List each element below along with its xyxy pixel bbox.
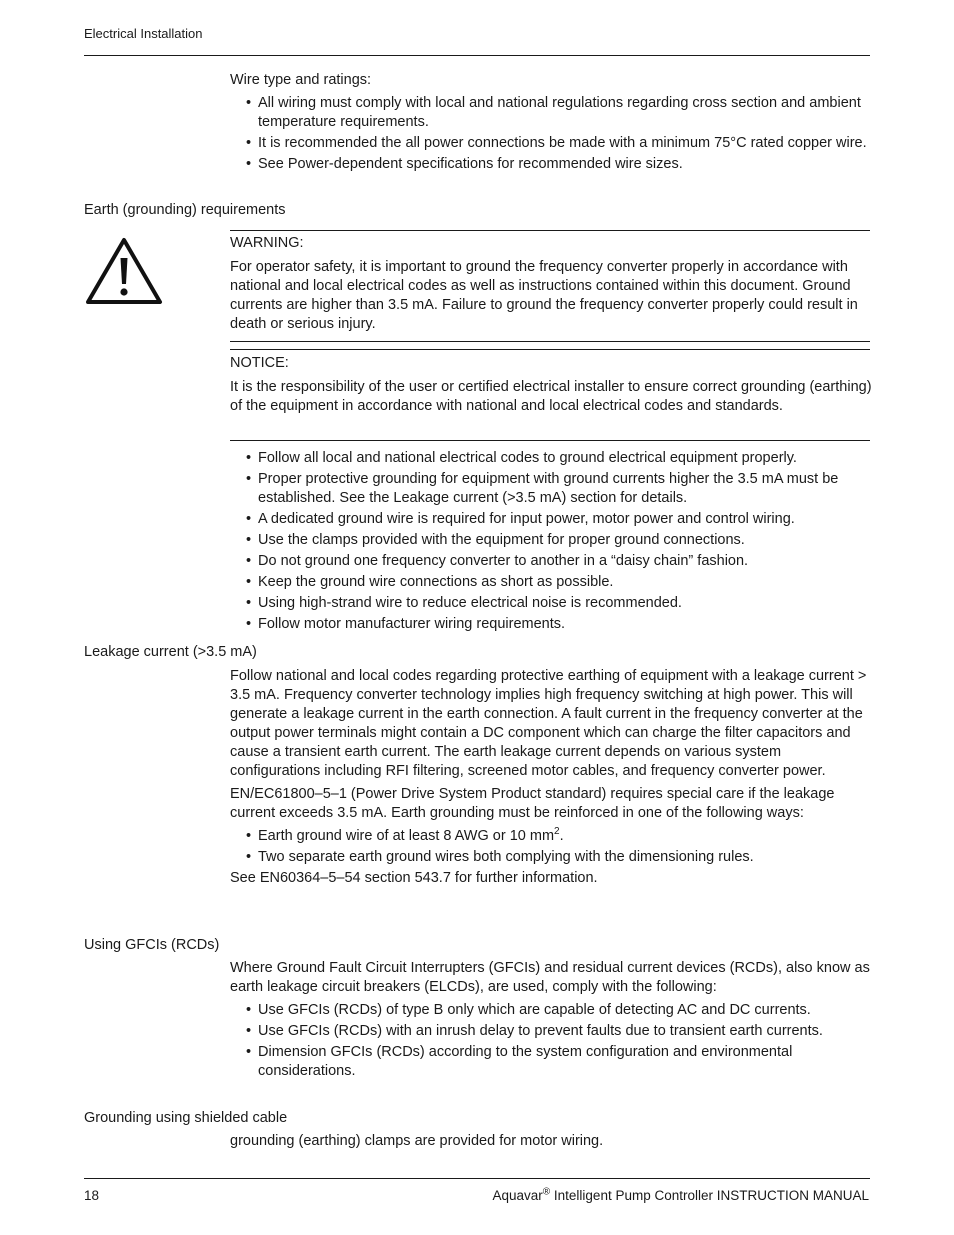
leakage-para-3: See EN60364–5–54 section 543.7 for further information. bbox=[230, 870, 598, 886]
list-item: • Dimension GFCIs (RCDs) according to the system configuration and environmental considerations. bbox=[230, 1043, 875, 1081]
title-suffix: Intelligent Pump Controller INSTRUCTION MANUAL bbox=[550, 1188, 869, 1203]
list-item: • Use GFCIs (RCDs) of type B only which are capable of detecting AC and DC currents. bbox=[230, 1001, 875, 1020]
list-item: • Do not ground one frequency converter to another in a “daisy chain” fashion. bbox=[230, 552, 875, 571]
shielded-section bbox=[230, 1132, 875, 1155]
list-item bbox=[230, 827, 875, 846]
bullet-end: . bbox=[559, 828, 564, 844]
wire-intro: Wire type and ratings: bbox=[230, 72, 372, 88]
notice-text: It is the responsibility of the user or certified electrical installer to ensure correct grounding (earthing) of the equipment in accordance with national and local electrical codes and standards. bbox=[230, 379, 872, 414]
leakage-para-1: Follow national and local codes regarding protective earthing of equipment with a leakage current > 3.5 mA. Frequency converter technology implies high frequency switching at high power. This will generate a leakage current in the earth connection. A fault current in the frequency converter at the output power terminals might contain a DC component which can charge the filter capacitors and cause a transient earth current. The earth leakage current depends on various system configurations including RFI filtering, screened motor cables, and frequency converter power. bbox=[230, 668, 867, 779]
page-number: 18 bbox=[84, 1188, 100, 1203]
gfci-bullet-list bbox=[230, 1001, 875, 1081]
wire-bullet-list bbox=[230, 94, 875, 174]
leakage-section bbox=[230, 667, 875, 892]
leakage-para-2: EN/EC61800–5–1 (Power Drive System Product standard) requires special care if the leakage current exceeds 3.5 mA. Earth grounding must be reinforced in one of the following ways: bbox=[230, 786, 835, 821]
superscript: 2 bbox=[554, 826, 560, 838]
registered-mark: ® bbox=[542, 1186, 551, 1198]
list-item: • It is recommended the all power connections be made with a minimum 75°C rated copper wire. bbox=[230, 134, 875, 153]
list-item: • Proper protective grounding for equipment with ground currents higher the 3.5 mA must be established. See the Leakage current (>3.5 mA) section for details. bbox=[230, 470, 875, 508]
warning-triangle-icon bbox=[84, 236, 164, 306]
section-heading-shielded: Grounding using shielded cable bbox=[84, 1110, 288, 1126]
list-item: • Two separate earth ground wires both complying with the dimensioning rules. bbox=[230, 848, 875, 867]
earth-bullets bbox=[230, 449, 875, 636]
wire-section bbox=[230, 71, 875, 176]
running-header: Electrical Installation bbox=[84, 26, 203, 41]
document-title bbox=[492, 1188, 869, 1203]
warning-text: For operator safety, it is important to ground the frequency converter properly in accordance with national and local electrical codes as well as instructions contained within this document. Ground currents are higher than 3.5 mA. Failure to ground the frequency converter properly could result in death or serious injury. bbox=[230, 259, 858, 332]
earth-bullet-list bbox=[230, 449, 875, 634]
header-rule bbox=[84, 55, 870, 56]
list-item: • Follow motor manufacturer wiring requirements. bbox=[230, 615, 875, 634]
list-item: • See Power-dependent specifications for recommended wire sizes. bbox=[230, 155, 875, 174]
gfci-para: Where Ground Fault Circuit Interrupters (GFCIs) and residual current devices (RCDs), also know as earth leakage circuit breakers (ELCDs), are used, comply with the following: bbox=[230, 960, 870, 995]
shielded-para: grounding (earthing) clamps are provided for motor wiring. bbox=[230, 1133, 604, 1149]
notice-top-rule bbox=[230, 349, 870, 350]
section-heading-leakage: Leakage current (>3.5 mA) bbox=[84, 644, 257, 660]
gfci-section bbox=[230, 959, 875, 1083]
list-item: • All wiring must comply with local and national regulations regarding cross section and ambient temperature requirements. bbox=[230, 94, 875, 132]
leakage-bullet-list bbox=[230, 827, 875, 867]
list-item: • Using high-strand wire to reduce electrical noise is recommended. bbox=[230, 594, 875, 613]
section-heading-gfci: Using GFCIs (RCDs) bbox=[84, 937, 220, 953]
notice-bottom-rule bbox=[230, 440, 870, 441]
list-item: • Follow all local and national electrical codes to ground electrical equipment properly. bbox=[230, 449, 875, 468]
warning-box bbox=[230, 234, 875, 338]
title-prefix: Aquavar bbox=[492, 1188, 543, 1203]
notice-title: NOTICE: bbox=[230, 355, 289, 371]
list-item: • Keep the ground wire connections as short as possible. bbox=[230, 573, 875, 592]
warning-bottom-rule bbox=[230, 341, 870, 342]
list-item: • Use the clamps provided with the equipment for proper ground connections. bbox=[230, 531, 875, 550]
notice-box bbox=[230, 354, 875, 420]
warning-title: WARNING: bbox=[230, 235, 304, 251]
warning-top-rule bbox=[230, 230, 870, 231]
list-item: • A dedicated ground wire is required for input power, motor power and control wiring. bbox=[230, 510, 875, 529]
bullet-text: Earth ground wire of at least 8 AWG or 10 mm bbox=[258, 828, 555, 844]
section-heading-earth: Earth (grounding) requirements bbox=[84, 202, 286, 218]
footer-rule bbox=[84, 1178, 870, 1179]
list-item: • Use GFCIs (RCDs) with an inrush delay to prevent faults due to transient earth currents. bbox=[230, 1022, 875, 1041]
